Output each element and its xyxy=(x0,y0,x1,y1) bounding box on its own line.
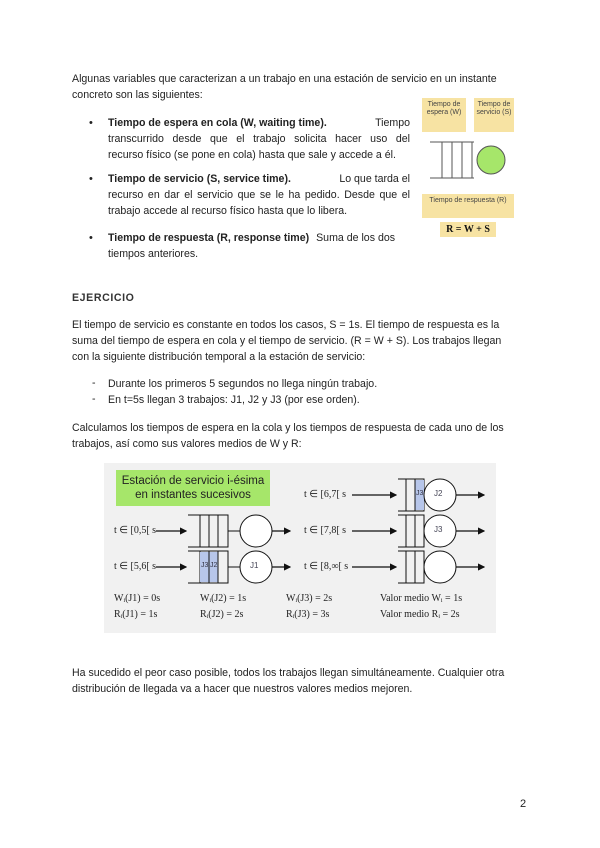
bullet-1 xyxy=(108,115,410,163)
bullet-1-title: Tiempo de espera en cola (W, waiting time). xyxy=(108,117,327,129)
bullet-3-text: Suma de los dos xyxy=(316,232,396,244)
exercise-line-1: El tiempo de servicio es constante en todos los casos, S = 1s. El tiempo de respuesta es la xyxy=(72,319,500,331)
calc-line-1: Calculamos los tiempos de espera en la cola y los tiempos de respuesta de cada uno de los xyxy=(72,422,504,434)
interval-t5: t ∈ [8,∞[ s xyxy=(304,561,349,572)
conclusion-line-1: Ha sucedido el peor caso posible, todos los trabajos llegan simultáneamente. Cualquier otra xyxy=(72,667,505,679)
dash-marker: - xyxy=(92,377,96,389)
bullet-2-line-3: trabajo accede al recurso físico hasta que lo libera. xyxy=(108,205,348,217)
wait-label: Tiempo de espera (W) xyxy=(422,98,466,132)
result-r2: Rᵢ(J2) = 2s xyxy=(200,609,244,620)
intro-line-1: Algunas variables que caracterizan a un trabajo en una estación de servicio en un instante xyxy=(72,73,497,85)
result-r1: Rᵢ(J1) = 1s xyxy=(114,609,158,620)
queue-diagram xyxy=(420,96,516,242)
job-j2: J2 xyxy=(210,562,218,569)
calc-line-2: trabajos, así como sus valores medios de W y R: xyxy=(72,438,302,450)
diagram-title-line-2: en instantes sucesivos xyxy=(135,489,251,501)
result-w3: Wᵢ(J3) = 2s xyxy=(286,593,333,604)
dash-marker: - xyxy=(92,393,96,405)
result-w2: Wᵢ(J2) = 1s xyxy=(200,593,247,604)
conclusion-line-2: distribución de llegada va a hacer que nuestros valores medios mejoren. xyxy=(72,683,413,695)
queue-row-t2 xyxy=(156,551,290,583)
bullet-2 xyxy=(108,171,410,219)
bullet-1-line-3: recurso físico (se pone en cola) hasta que sale y accede a él. xyxy=(108,149,396,161)
bullet-2-line-2: recurso en dar el servicio que se le ha pedido. Desde que el xyxy=(108,189,410,201)
job-j3-queue: J3 xyxy=(416,490,424,497)
bullet-1-line-2: transcurrido desde que el trabajo solicita hacer uso del xyxy=(108,133,410,145)
response-label: Tiempo de respuesta (R) xyxy=(422,194,514,218)
service-label: Tiempo de servicio (S) xyxy=(474,98,514,132)
interval-t2: t ∈ [5,6[ s xyxy=(114,561,157,572)
job-j2-server: J2 xyxy=(434,489,443,498)
bullet-3-line-2: tiempos anteriores. xyxy=(108,248,199,260)
intro-line-2: concreto son las siguientes: xyxy=(72,89,203,101)
job-j3: J3 xyxy=(201,562,209,569)
bullet-dot: • xyxy=(89,232,93,244)
interval-t3: t ∈ [6,7[ s xyxy=(304,489,347,500)
section-heading: EJERCICIO xyxy=(72,292,135,304)
queue-server-icon xyxy=(420,134,516,190)
bullet-1-text: Tiempo xyxy=(375,117,410,129)
queue-row-t1 xyxy=(156,515,290,547)
job-j1-server: J1 xyxy=(250,561,259,570)
bullet-dot: • xyxy=(89,117,93,129)
interval-t1: t ∈ [0,5[ s xyxy=(114,525,157,536)
job-j3-server: J3 xyxy=(434,525,443,534)
bullet-dot: • xyxy=(89,173,93,185)
exercise-line-2: suma del tiempo de espera en cola y el tiempo de servicio. (R = W + S). Los trabajos llegan xyxy=(72,335,502,347)
queue-row-t4 xyxy=(352,515,484,547)
result-r3: Rᵢ(J3) = 3s xyxy=(286,609,330,620)
interval-t4: t ∈ [7,8[ s xyxy=(304,525,347,536)
bullet-2-title: Tiempo de servicio (S, service time). xyxy=(108,173,291,185)
dash-item-1: Durante los primeros 5 segundos no llega ningún trabajo. xyxy=(108,378,378,390)
result-r-avg: Valor medio Rᵢ = 2s xyxy=(380,609,460,620)
page-number: 2 xyxy=(520,798,527,810)
result-w1: Wᵢ(J1) = 0s xyxy=(114,593,161,604)
dash-item-2: En t=5s llegan 3 trabajos: J1, J2 y J3 (por ese orden). xyxy=(108,394,360,406)
service-station-diagram xyxy=(104,463,496,633)
queue-row-t5 xyxy=(352,551,484,583)
exercise-line-3: con la siguiente distribución temporal a la estación de servicio: xyxy=(72,351,366,363)
bullet-3 xyxy=(108,230,410,262)
formula: R = W + S xyxy=(440,222,496,237)
result-w-avg: Valor medio Wᵢ = 1s xyxy=(380,593,463,604)
bullet-3-title: Tiempo de respuesta (R, response time) xyxy=(108,232,310,244)
diagram-title-line-1: Estación de servicio i-ésima xyxy=(121,475,265,487)
bullet-2-text: Lo que tarda el xyxy=(339,173,410,185)
